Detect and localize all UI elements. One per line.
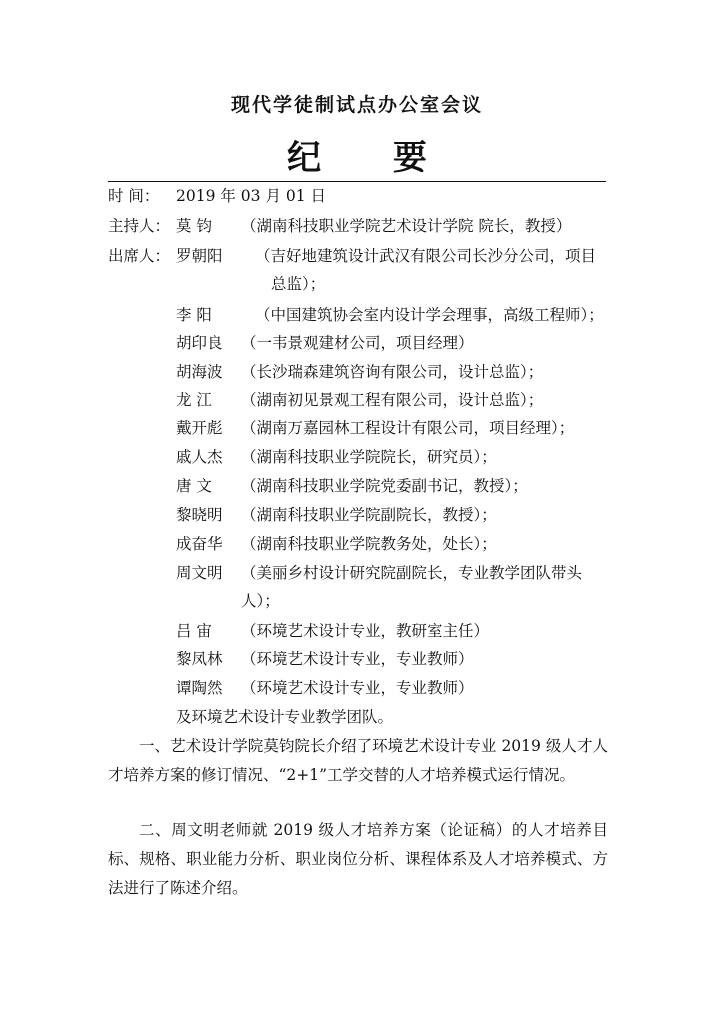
- attendee-name: 谭陶然: [176, 679, 223, 697]
- attendee-name: 黎凤林: [176, 650, 223, 668]
- time-label: 时 间：: [108, 187, 160, 205]
- host-name: 莫 钧: [176, 217, 212, 235]
- host-label: 主持人：: [108, 217, 171, 235]
- attendee-name: 吕 宙: [176, 622, 212, 640]
- attendee-desc: （环境艺术设计专业，专业教师）: [241, 650, 474, 668]
- attendee-name: 胡印良: [176, 334, 223, 352]
- document-title: 现代学徒制试点办公室会议: [230, 94, 483, 116]
- attendee-desc-cont: 人）；: [241, 592, 280, 610]
- attendee-name: 周文明: [176, 564, 223, 582]
- title-divider: [108, 181, 606, 182]
- body-paragraph: 二、周文明老师就 2019 级人才培养方案（论证稿）的人才培养目标、规格、职业能力分析、职业岗位分析、课程体系及人才培养模式、方法进行了陈述介绍。: [108, 821, 608, 897]
- attendee-desc: （湖南科技职业学院党委副书记，教授）；: [241, 477, 528, 495]
- time-value: 2019 年 03 月 01 日: [176, 187, 327, 205]
- attendee-desc: （环境艺术设计专业，教研室主任）: [241, 622, 490, 640]
- attendee-desc: （一韦景观建材公司，项目经理）: [241, 334, 474, 352]
- attendees-label: 出席人：: [108, 247, 171, 265]
- attendee-name: 唐 文: [176, 477, 212, 495]
- attendee-desc: （中国建筑协会室内设计学会理事，高级工程师）；: [255, 306, 604, 324]
- attendee-name: 成奋华: [176, 535, 223, 553]
- attendee-name: 戚人杰: [176, 448, 223, 466]
- attendee-desc: （美丽乡村设计研究院副院长，专业教学团队带头: [241, 564, 583, 582]
- attendee-desc: （湖南初见景观工程有限公司，设计总监）；: [241, 391, 544, 409]
- body-paragraph: 一、艺术设计学院莫钧院长介绍了环境艺术设计专业 2019 级人才人才培养方案的修订情况、“2+1”工学交替的人才培养模式运行情况。: [108, 737, 608, 784]
- attendee-desc-cont: 总监）；: [271, 275, 326, 293]
- attendee-desc: （湖南科技职业学院院长，研究员）；: [241, 448, 497, 466]
- attendee-desc: （吉好地建筑设计武汉有限公司长沙分公司，项目: [255, 247, 597, 265]
- attendee-desc: （湖南科技职业学院教务处，处长）；: [241, 535, 497, 553]
- attendee-name: 罗朝阳: [176, 247, 223, 265]
- attendee-desc: （湖南科技职业学院副院长，教授）；: [241, 506, 497, 524]
- attendee-name: 戴开彪: [176, 419, 223, 437]
- attendee-name: 龙 江: [176, 391, 212, 409]
- attendee-name: 胡海波: [176, 363, 223, 381]
- document-subtitle: 纪 要: [287, 138, 457, 178]
- attendee-desc: （环境艺术设计专业，专业教师）: [241, 679, 474, 697]
- attendee-desc: （湖南万嘉园林工程设计有限公司，项目经理）；: [241, 419, 575, 437]
- attendee-name: 黎晓明: [176, 506, 223, 524]
- host-desc: （湖南科技职业学院艺术设计学院 院长，教授）: [241, 217, 572, 235]
- attendee-desc: （长沙瑞森建筑咨询有限公司，设计总监）；: [241, 363, 544, 381]
- attendee-name: 李 阳: [176, 306, 212, 324]
- attendees-tail: 及环境艺术设计专业教学团队。: [176, 708, 394, 726]
